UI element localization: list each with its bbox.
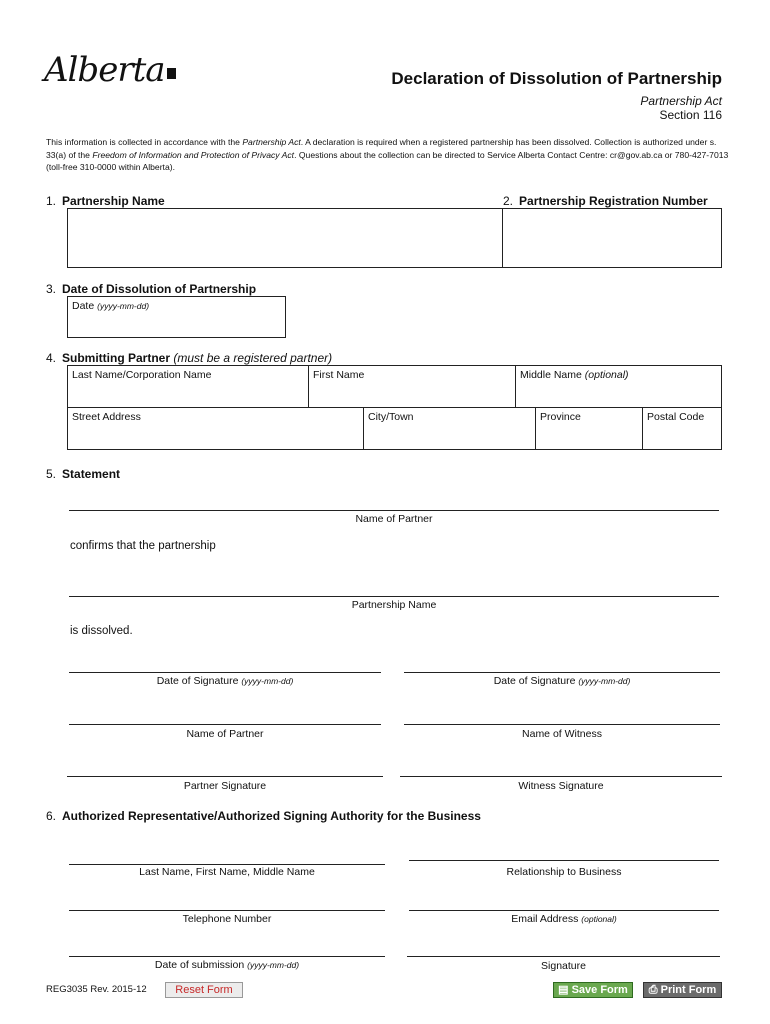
partner-date-line[interactable]	[69, 672, 381, 673]
logo-flag-icon	[167, 68, 176, 79]
city-field[interactable]: City/Town	[363, 407, 536, 450]
section-1-heading: 1. Partnership Name	[46, 194, 165, 208]
postal-code-field[interactable]: Postal Code	[642, 407, 722, 450]
registration-number-field[interactable]	[502, 208, 722, 268]
witness-date-caption: Date of Signature (yyyy-mm-dd)	[493, 675, 631, 687]
form-title: Declaration of Dissolution of Partnership	[391, 69, 722, 88]
dissolved-text: is dissolved.	[70, 625, 133, 637]
witness-signature-line[interactable]	[400, 776, 722, 777]
rep-name-line[interactable]	[69, 864, 385, 865]
statement-partnership-caption: Partnership Name	[351, 599, 437, 611]
section-3-heading: 3. Date of Dissolution of Partnership	[46, 282, 257, 296]
relationship-caption: Relationship to Business	[506, 866, 622, 878]
statement-partner-line[interactable]	[69, 510, 719, 511]
rep-signature-caption: Signature	[541, 960, 586, 972]
middle-name-field[interactable]: Middle Name (optional)	[515, 365, 722, 408]
phone-caption: Telephone Number	[182, 913, 272, 925]
last-name-field[interactable]: Last Name/Corporation Name	[67, 365, 309, 408]
partner-name-line[interactable]	[69, 724, 381, 725]
rep-name-caption: Last Name, First Name, Middle Name	[139, 866, 315, 878]
witness-signature-caption: Witness Signature	[518, 780, 604, 792]
intro-text: This information is collected in accordance with the Partnership Act. A declaration is required when a registered partnership has been dissolved. Collection is authorized under s. 33(a) of the Freedom of Information and Protection of Privacy Act. Questions about the collection can be directed to Service Alberta Contact Centre: cr@gov.ab.ca or 780-427-7013 (toll-free 310-0000 within Alberta).	[46, 137, 729, 172]
street-address-field[interactable]: Street Address	[67, 407, 364, 450]
act-name: Partnership Act	[640, 94, 722, 108]
partner-signature-line[interactable]	[67, 776, 383, 777]
email-caption: Email Address (optional)	[511, 913, 617, 925]
partnership-name-field[interactable]	[67, 208, 503, 268]
form-code: REG3035 Rev. 2015-12	[46, 984, 147, 995]
form-subtitle	[640, 94, 722, 122]
reset-form-button[interactable]: Reset Form	[165, 982, 243, 998]
partner-signature-caption: Partner Signature	[183, 780, 267, 792]
section-2-heading: 2. Partnership Registration Number	[503, 194, 708, 208]
disk-icon: ▤	[558, 984, 572, 996]
alberta-logo: Alberta	[44, 50, 176, 90]
confirms-text: confirms that the partnership	[70, 540, 216, 552]
section-6-heading: 6. Authorized Representative/Authorized Signing Authority for the Business	[46, 809, 481, 823]
partner-date-caption: Date of Signature (yyyy-mm-dd)	[156, 675, 294, 687]
first-name-field[interactable]: First Name	[308, 365, 516, 408]
statement-partnership-line[interactable]	[69, 596, 719, 597]
province-field[interactable]: Province	[535, 407, 643, 450]
phone-line[interactable]	[69, 910, 385, 911]
relationship-line[interactable]	[409, 860, 719, 861]
submission-date-line[interactable]	[69, 956, 385, 957]
act-section: Section 116	[659, 108, 722, 122]
submission-date-caption: Date of submission (yyyy-mm-dd)	[154, 959, 300, 971]
print-form-button[interactable]: ⎙ Print Form	[643, 982, 722, 998]
witness-date-line[interactable]	[404, 672, 720, 673]
witness-name-caption: Name of Witness	[522, 728, 602, 740]
witness-name-line[interactable]	[404, 724, 720, 725]
dissolution-date-field[interactable]: Date (yyyy-mm-dd)	[67, 296, 286, 338]
email-line[interactable]	[409, 910, 719, 911]
rep-signature-line[interactable]	[407, 956, 720, 957]
printer-icon: ⎙	[648, 984, 661, 996]
section-5-heading: 5. Statement	[46, 467, 121, 481]
section-4-heading: 4. Submitting Partner (must be a registered partner)	[46, 351, 333, 365]
save-form-button[interactable]: ▤ Save Form	[553, 982, 633, 998]
partner-name-caption: Name of Partner	[186, 728, 264, 740]
statement-partner-caption: Name of Partner	[355, 513, 433, 525]
